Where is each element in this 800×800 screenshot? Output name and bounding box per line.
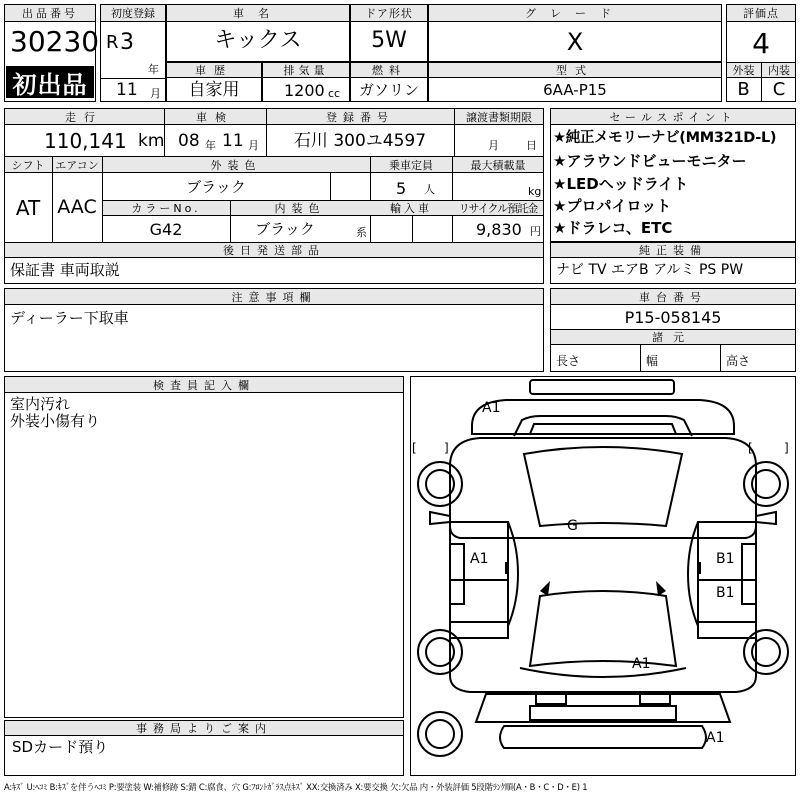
lot-label: 出品番号 (22, 7, 78, 20)
chassis-label: 車台番号 (639, 291, 707, 304)
score-ext-value: B (737, 79, 750, 100)
bracket-right-open: [ (748, 441, 753, 455)
mileage-unit: km (138, 131, 165, 151)
model-label: 型式 (556, 64, 594, 77)
later-parts-value: 保証書 車両取説 (10, 261, 120, 279)
mark-left-door-a1: A1 (470, 551, 489, 567)
mark-roof-g: G (567, 518, 578, 534)
first-reg-label: 初度登録 (111, 7, 155, 20)
displacement-value: 1200 (284, 81, 325, 100)
notes-value: ディーラー下取車 (10, 309, 129, 327)
v-720 (720, 345, 721, 372)
reg-number-label: 登録番号 (326, 111, 394, 124)
inspector-label: 検査員記入欄 (153, 379, 255, 392)
recycle-unit: 円 (530, 225, 541, 238)
displacement-label: 排気量 (283, 64, 329, 77)
sales-point-2: ★アラウンドビューモニター (553, 152, 747, 170)
ext-color-label: 外装色 (210, 159, 262, 172)
dims-label: 諸元 (652, 331, 694, 344)
import-label: 輸入車 (390, 202, 432, 215)
bracket-right-close: ] (784, 441, 789, 455)
transfer-day-unit: 日 (526, 139, 537, 152)
mileage-label: 走行 (65, 111, 103, 124)
recycle-label: リサイクル預託金 (458, 202, 538, 215)
first-reg-era: R (106, 32, 119, 53)
int-color-unit: 系 (356, 226, 367, 239)
lot-number: 30230 (10, 25, 100, 58)
inspection-label: 車検 (196, 111, 234, 124)
int-color-value: ブラック (255, 220, 315, 238)
chassis-value: P15-058145 (624, 308, 722, 327)
sales-point-4: ★プロパイロット (553, 197, 672, 215)
first-reg-month-unit: 月 (150, 87, 161, 100)
capacity-label: 乗車定員 (389, 159, 433, 172)
recycle-value: 9,830 (476, 220, 522, 239)
v-640 (640, 345, 641, 372)
inspector-line-2: 外装小傷有り (10, 412, 101, 430)
inspection-month: 11 (222, 131, 244, 151)
first-reg-year-unit: 年 (148, 63, 159, 76)
fuel-value: ガソリン (358, 81, 419, 99)
sales-point-5: ★ドラレコ、ETC (553, 219, 673, 237)
displacement-unit: cc (328, 87, 341, 100)
sales-point-1: ★純正メモリーナビ(MM321D-L) (553, 130, 777, 146)
first-reg-divider (100, 78, 166, 79)
score-label: 評価点 (743, 7, 779, 20)
inspection-year-unit: 年 (205, 139, 216, 152)
car-name-label: 車名 (233, 7, 283, 20)
mark-front-a1: A1 (706, 730, 725, 746)
legend-text: A:ｷｽﾞ U:ﾍｺﾐ B:ｷｽﾞを伴うﾍｺﾐ P:要塗装 W:補修跡 S:錆 C:腐食、穴 G:ﾌﾛﾝﾄｶﾞﾗｽ点ｷｽﾞ XX:交換済み X:要交換 欠:欠品 内・外装評価 5段階ﾗﾝｸ順(A・B・C・D・E) 1 (4, 782, 588, 792)
grade-value: X (566, 28, 584, 56)
bracket-left-open: [ (412, 441, 417, 455)
dims-width-label: 幅 (646, 354, 659, 368)
max-load-label: 最大積載量 (470, 159, 526, 172)
fuel-label: 燃料 (372, 64, 406, 77)
dims-length-label: 長さ (556, 354, 581, 368)
color-no-label: カラーNo. (131, 202, 201, 215)
equipment-value: ナビ TV エアB アルミ PS PW (556, 262, 744, 278)
transfer-label: 譲渡書類期限 (466, 111, 532, 124)
score-int-label: 内装 (768, 64, 790, 77)
history-value: 自家用 (188, 80, 240, 100)
grade-label: グレード (525, 7, 625, 20)
shift-value: AT (15, 196, 41, 220)
capacity-value: 5 (396, 179, 407, 198)
history-label: 車歴 (195, 64, 233, 77)
ext-color-value: ブラック (186, 178, 246, 196)
reg-number-value: 石川 300ユ4597 (293, 131, 427, 151)
first-listing-badge (6, 66, 94, 98)
office-value: SDカード預り (12, 738, 109, 756)
v-412 (412, 216, 413, 242)
inspection-year: 08 (178, 131, 200, 151)
color-no-value: G42 (149, 220, 183, 239)
first-listing-text: 初出品 (12, 70, 88, 99)
sales-points-label: セールスポイント (609, 111, 737, 124)
car-name-value: キックス (214, 28, 302, 53)
transfer-month-unit: 月 (488, 139, 499, 152)
later-parts-label: 後日発送部品 (223, 244, 325, 257)
first-reg-month: 11 (116, 80, 138, 100)
capacity-unit: 人 (424, 183, 435, 196)
v-330 (330, 173, 331, 200)
equipment-label: 純正装備 (639, 244, 707, 257)
mark-right-door-b1: B1 (716, 551, 735, 567)
door-value: 5W (371, 28, 407, 53)
int-color-label: 内装色 (274, 202, 326, 215)
notes-label: 注意事項欄 (231, 291, 317, 304)
dims-height-label: 高さ (726, 354, 751, 368)
mark-hood-a1: A1 (632, 656, 651, 672)
score-value: 4 (752, 27, 770, 60)
first-reg-year: 3 (120, 30, 134, 55)
car-diagram (410, 376, 796, 776)
mark-rear-a1: A1 (482, 400, 501, 416)
door-label: ドア形状 (365, 7, 413, 20)
max-load-unit: kg (528, 185, 542, 198)
sales-point-3: ★LEDヘッドライト (553, 175, 689, 193)
office-label: 事務局よりご案内 (136, 722, 272, 735)
score-int-value: C (772, 79, 786, 100)
mark-right-rear-b1: B1 (716, 585, 735, 601)
aircon-value: AAC (57, 196, 97, 218)
inspection-month-unit: 月 (248, 139, 259, 152)
shift-label: シフト (11, 159, 45, 172)
inspector-line-1: 室内汚れ (10, 395, 71, 413)
mileage-value: 110,141 (44, 129, 127, 153)
bracket-left-close: ] (444, 441, 449, 455)
model-value: 6AA-P15 (543, 81, 607, 99)
aircon-label: エアコン (55, 159, 99, 172)
score-ext-label: 外装 (732, 64, 755, 77)
